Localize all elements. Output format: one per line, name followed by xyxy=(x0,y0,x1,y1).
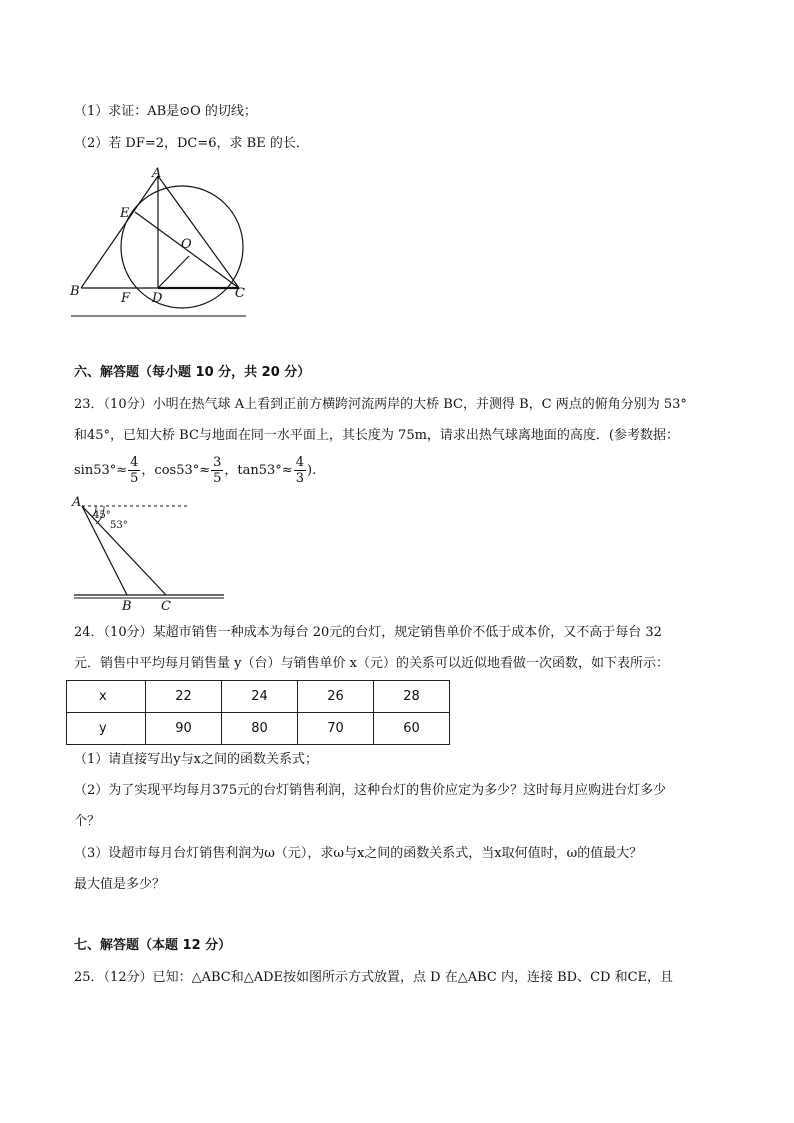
q24-part1: （1）请直接写出y与x之间的函数关系式； xyxy=(74,752,318,767)
q22-label-e: E xyxy=(120,206,130,221)
table-row-head-x: x xyxy=(67,681,146,713)
q23-label-a: A xyxy=(72,495,82,510)
table-cell: 28 xyxy=(374,681,450,713)
q22-label-c: C xyxy=(235,286,245,301)
q23-cos-frac xyxy=(211,455,223,486)
q22-label-b: B xyxy=(70,284,80,299)
q22-line-ab xyxy=(81,176,158,288)
q23-sin-den: 5 xyxy=(130,471,139,486)
table-cell: 24 xyxy=(222,681,298,713)
q23-reference-data xyxy=(74,455,316,487)
q23-ref-end: ). xyxy=(307,463,317,478)
q23-cos-num: 3 xyxy=(213,455,222,470)
q24-part2-line2: 个？ xyxy=(74,814,101,829)
q23-label-c: C xyxy=(161,599,171,614)
q23-sin-frac xyxy=(128,455,140,486)
q23-sin-label: sin53°≈ xyxy=(74,463,128,478)
q23-line1: 23．（10分）小明在热气球 A上看到正前方横跨河流两岸的大桥 BC，并测得 B，C 两点的俯角分别为 53° xyxy=(74,397,687,412)
q23-line2: 和45°，已知大桥 BC与地面在同一水平面上，其长度为 75m，请求出热气球离地面的高度．(参考数据： xyxy=(74,428,679,443)
q24-part2-line1: （2）为了实现平均每月375元的台灯销售利润，这种台灯的售价应定为多少？这时每月应购进台灯多少 xyxy=(74,783,667,798)
q24-part3-line2: 最大值是多少？ xyxy=(74,877,166,892)
section6-heading: 六、解答题（每小题 10 分，共 20 分） xyxy=(74,365,311,380)
q22-part2: （2）若 DF=2，DC=6，求 BE 的长． xyxy=(74,136,309,151)
table-cell: 22 xyxy=(146,681,222,713)
table-cell: 90 xyxy=(146,713,222,745)
q22-line-od xyxy=(158,256,189,288)
q23-label-45: 45° xyxy=(93,510,111,521)
table-row-head-y: y xyxy=(67,713,146,745)
table-row xyxy=(67,713,450,745)
q24-part3-line1: （3）设超市每月台灯销售利润为ω（元），求ω与x之间的函数关系式，当x取何值时，ω的值最大？ xyxy=(74,846,643,861)
q24-line2: 元．销售中平均每月销售量 y（台）与销售单价 x（元）的关系可以近似地看做一次函数，如下表所示： xyxy=(74,656,669,671)
table-cell: 70 xyxy=(298,713,374,745)
table-cell: 60 xyxy=(374,713,450,745)
q23-label-53: 53° xyxy=(110,520,128,531)
q22-label-f: F xyxy=(121,291,131,306)
q22-label-o: O xyxy=(181,237,192,252)
q25-line1: 25．（12分）已知：△ABC和△ADE按如图所示方式放置，点 D 在△ABC 内，连接 BD、CD 和CE，且 xyxy=(74,970,674,985)
q23-cos-label: ，cos53°≈ xyxy=(141,463,211,478)
q22-label-d: D xyxy=(152,291,163,306)
q22-part1: （1）求证：AB是⊙O 的切线； xyxy=(74,104,257,119)
q23-cos-den: 5 xyxy=(213,471,222,486)
q22-label-a: A xyxy=(152,166,162,181)
q24-line1: 24．（10分）某超市销售一种成本为每台 20元的台灯，规定销售单价不低于成本价，又不高于每台 32 xyxy=(74,625,662,640)
table-row xyxy=(67,681,450,713)
q24-table xyxy=(66,680,450,745)
q23-tan-num: 4 xyxy=(295,455,304,470)
q23-label-b: B xyxy=(122,599,132,614)
q23-tan-label: ，tan53°≈ xyxy=(224,463,293,478)
q23-tan-den: 3 xyxy=(295,471,304,486)
q23-figure xyxy=(66,496,231,614)
table-cell: 26 xyxy=(298,681,374,713)
q22-line-ac xyxy=(158,176,239,288)
q23-tan-frac xyxy=(294,455,306,486)
section7-heading: 七、解答题（本题 12 分） xyxy=(74,938,232,953)
table-cell: 80 xyxy=(222,713,298,745)
q22-figure xyxy=(64,160,254,320)
q23-sin-num: 4 xyxy=(130,455,139,470)
